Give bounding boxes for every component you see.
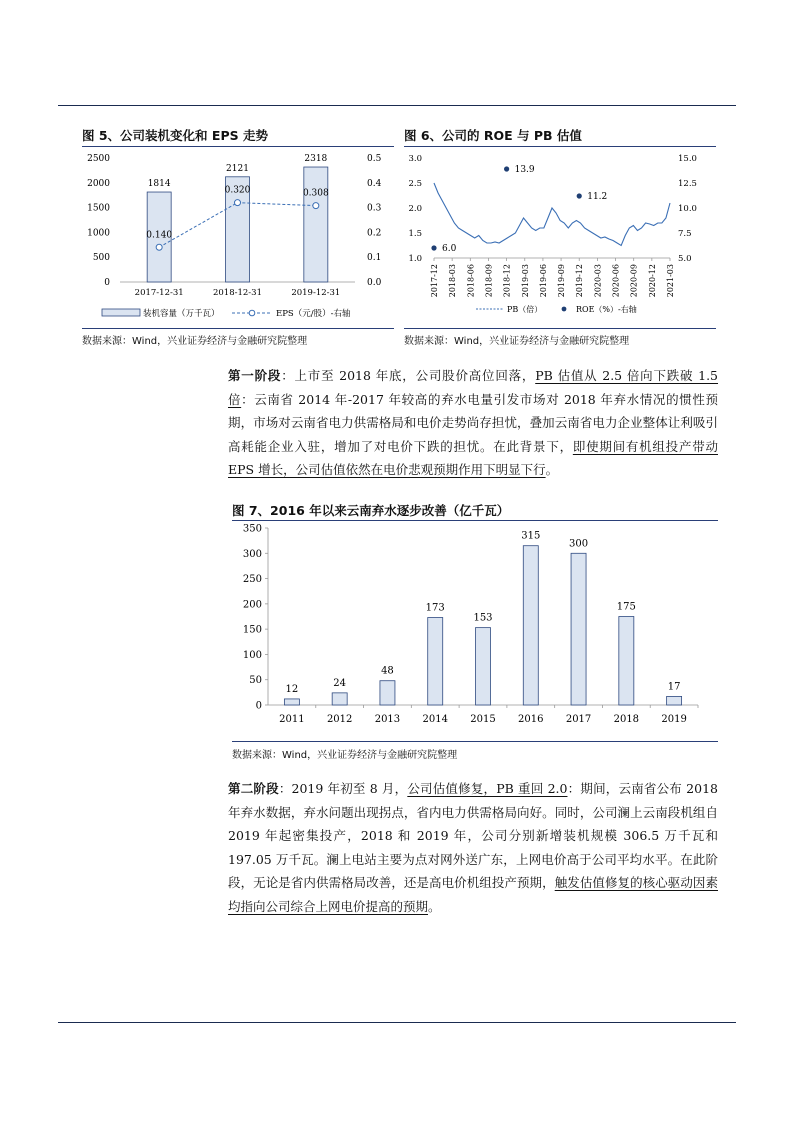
fig5-y2tick: 0.0 <box>367 278 382 288</box>
fig6-xtick: 2018-12 <box>502 264 512 298</box>
fig7-bar-label: 173 <box>425 602 445 614</box>
fig7-ytick: 250 <box>242 574 262 586</box>
fig5-y2tick: 0.4 <box>367 178 382 189</box>
fig7-bar-label: 24 <box>333 677 347 689</box>
fig6-xtick: 2020-06 <box>611 264 621 298</box>
fig6-y2tick: 5.0 <box>678 254 692 264</box>
fig7-xtick: 2015 <box>470 714 496 725</box>
fig7-xtick: 2012 <box>326 714 353 725</box>
fig7-source: 数据来源：Wind，兴业证券经济与金融研究院整理 <box>232 750 458 761</box>
fig7-title: 图 7、2016 年以来云南弃水逐步改善（亿千瓦） <box>232 503 510 518</box>
fig7-bar <box>380 681 395 705</box>
fig5-bar <box>304 167 328 282</box>
stage-one-text-2: ：云南省 2014 年-2017 年较高的弃水电量引发市场对 2018 年弃水情况的惯性预期，市场对云南省电力供需格局和电价走势尚存担忧，叠加云南省电力企业整体让利吸引高耗能企业入驻，增加了对电价下跌的担忧。在此背景下， <box>228 391 718 454</box>
fig7-xtick: 2017 <box>565 714 592 725</box>
fig5-ytick: 0 <box>104 278 110 288</box>
fig7-bottom-rule <box>232 741 718 742</box>
fig5-source: 数据来源：Wind，兴业证券经济与金融研究院整理 <box>82 336 308 347</box>
fig7-bar <box>619 617 634 706</box>
fig6-xtick: 2018-06 <box>466 264 476 298</box>
fig6-ytick: 1.0 <box>408 254 422 264</box>
stage-two-key-1: 公司估值修复，PB 重回 2.0 <box>407 781 568 796</box>
fig5-legend-bar-label: 装机容量（万千瓦） <box>143 309 220 319</box>
fig7-bar <box>667 696 682 705</box>
stage-two-label: 第二阶段 <box>228 781 279 796</box>
fig6-xtick: 2019-09 <box>557 264 567 298</box>
fig7-bar-label: 17 <box>667 681 681 693</box>
fig7-xtick: 2016 <box>518 714 544 725</box>
fig5-eps-label: 0.308 <box>302 188 329 199</box>
fig6-xtick: 2018-09 <box>484 264 494 298</box>
fig7-bar-label: 153 <box>473 612 493 624</box>
fig5-bar-label: 1814 <box>147 179 171 190</box>
fig7-bar <box>284 699 299 705</box>
fig6-roe-label: 11.2 <box>587 192 608 202</box>
fig6-roe-point <box>577 193 582 198</box>
fig7-ytick: 350 <box>242 523 262 535</box>
fig7-ytick: 0 <box>255 700 262 712</box>
fig7-bar <box>476 628 491 705</box>
fig6-roe-point <box>504 166 509 171</box>
fig7-bar-label: 12 <box>285 683 299 695</box>
fig6-xtick: 2020-12 <box>647 264 657 298</box>
fig7-ytick: 50 <box>249 675 262 687</box>
fig5-eps-point <box>156 244 162 250</box>
fig6-roe-label: 13.9 <box>514 165 535 175</box>
fig7-xtick: 2018 <box>613 714 640 725</box>
fig6-legend-roe-label: ROE（%）-右轴 <box>576 305 637 314</box>
fig5-eps-point <box>313 203 319 209</box>
fig5-bar-label: 2121 <box>226 163 249 174</box>
fig6-chart <box>404 148 716 328</box>
fig5-xtick: 2019-12-31 <box>291 288 341 298</box>
fig7-bar <box>523 546 538 705</box>
fig6-y2tick: 10.0 <box>678 204 697 214</box>
header-rule <box>58 105 736 106</box>
fig6-roe-label: 6.0 <box>442 244 457 254</box>
fig7-bar-label: 315 <box>521 530 541 542</box>
fig6-ytick: 2.5 <box>408 179 422 189</box>
stage-one-label: 第一阶段 <box>228 368 282 383</box>
fig5-eps-label: 0.320 <box>224 185 251 196</box>
fig6-ytick: 1.5 <box>408 229 422 239</box>
fig6-title-rule <box>404 146 716 147</box>
fig6-y2tick: 15.0 <box>678 154 697 164</box>
fig7-chart <box>232 521 718 740</box>
fig6-legend-roe-swatch <box>562 307 567 312</box>
fig7-ytick: 200 <box>242 599 262 611</box>
fig6-xtick: 2019-12 <box>575 264 585 298</box>
fig5-legend-bar-swatch <box>102 309 140 316</box>
fig6-xtick: 2020-03 <box>593 264 603 298</box>
fig7-bar-label: 175 <box>616 601 636 613</box>
fig6-xtick: 2019-03 <box>520 264 530 298</box>
stage-two-text-1: ：2019 年初至 8 月， <box>278 781 408 796</box>
fig7-bar <box>571 553 586 705</box>
fig7-bar-label: 300 <box>569 538 589 550</box>
fig6-y2tick: 12.5 <box>678 179 697 189</box>
stage-one-key-1: PB 估值从 2.5 倍向下跌破 1.5 倍 <box>228 368 719 407</box>
fig5-y2tick: 0.2 <box>367 228 382 239</box>
fig5-bar-label: 2318 <box>304 154 328 165</box>
fig5-xtick: 2017-12-31 <box>134 288 184 298</box>
fig5-chart <box>82 148 394 328</box>
fig5-title: 图 5、公司装机变化和 EPS 走势 <box>82 128 268 143</box>
fig6-title: 图 6、公司的 ROE 与 PB 估值 <box>404 128 582 143</box>
fig5-y2tick: 0.5 <box>367 154 382 164</box>
fig6-pb-line <box>434 183 670 246</box>
stage-one-text-1: ：上市至 2018 年底，公司股价高位回落， <box>281 368 536 383</box>
fig6-xtick: 2018-03 <box>448 264 458 298</box>
fig6-ytick: 3.0 <box>408 154 422 164</box>
fig5-eps-point <box>235 200 241 206</box>
fig7-xtick: 2013 <box>374 714 401 725</box>
fig5-eps-label: 0.140 <box>146 230 173 241</box>
fig6-xtick: 2020-09 <box>629 264 639 298</box>
fig5-ytick: 500 <box>92 253 110 264</box>
fig5-y2tick: 0.3 <box>367 203 382 214</box>
fig5-ytick: 2000 <box>87 178 110 189</box>
fig6-y2tick: 7.5 <box>678 229 692 239</box>
fig6-ytick: 2.0 <box>408 204 422 214</box>
fig5-ytick: 1000 <box>87 228 110 239</box>
fig6-xtick: 2021-03 <box>666 264 675 298</box>
footer-rule <box>58 1022 736 1023</box>
fig5-legend-line-marker <box>249 310 255 316</box>
stage-one-text-3: 。 <box>545 462 559 477</box>
fig7-bar <box>332 693 347 705</box>
fig6-source: 数据来源：Wind，兴业证券经济与金融研究院整理 <box>404 336 630 347</box>
paragraph-stage-two <box>228 777 718 918</box>
paragraph-stage-one <box>228 364 718 482</box>
fig5-xtick: 2018-12-31 <box>212 288 263 298</box>
stage-two-text-2: ：期间，云南省公布 2018 年弃水数据，弃水问题出现拐点，省内电力供需格局向好。同时，公司澜上云南段机组自 2019 年起密集投产，2018 和 2019 年，公司分别新增装机规模 306.5 万千瓦和 197.05 万千瓦。澜上电站主要为点对网外送广东，上网电价高于公司平均水平。在此阶段，无论是省内供需格局改善，还是高电价机组投产预期， <box>228 781 718 890</box>
fig5-ytick: 1500 <box>87 203 110 214</box>
stage-one-key-2: 即使期间有机组投产带动 EPS 增长，公司估值依然在电价悲观预期作用下明显下行 <box>228 438 718 477</box>
fig5-y2tick: 0.1 <box>367 253 382 264</box>
fig7-ytick: 100 <box>242 649 262 661</box>
fig5-title-rule <box>82 146 394 147</box>
fig6-xtick: 2019-06 <box>538 264 548 298</box>
stage-two-text-3: 。 <box>428 898 441 914</box>
fig7-ytick: 300 <box>242 548 262 560</box>
fig7-ytick: 150 <box>242 624 262 636</box>
fig6-bottom-rule <box>404 328 716 329</box>
fig6-roe-point <box>431 245 436 250</box>
fig7-xtick: 2014 <box>422 714 448 725</box>
fig7-xtick: 2019 <box>661 714 687 725</box>
fig5-bottom-rule <box>82 328 394 329</box>
stage-two-key-2: 触发估值修复的核心驱动因素均指向公司综合上网电价提高的预期 <box>228 875 718 914</box>
fig5-legend-line-label: EPS（元/股）-右轴 <box>276 309 351 319</box>
fig7-bar <box>428 618 443 705</box>
fig6-xtick: 2017-12 <box>430 264 439 298</box>
fig7-bar-label: 48 <box>381 665 394 677</box>
fig7-xtick: 2011 <box>279 714 305 725</box>
fig6-legend-pb-label: PB（倍） <box>507 305 543 314</box>
fig5-ytick: 2500 <box>87 154 110 164</box>
